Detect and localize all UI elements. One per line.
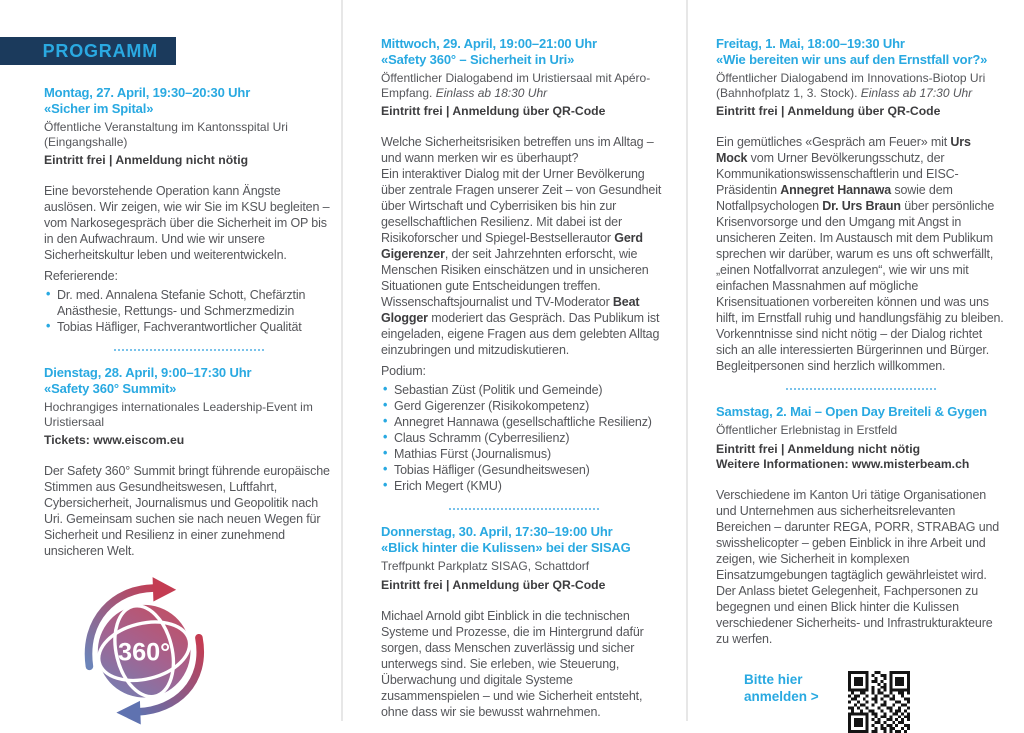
podium-label: Podium:	[381, 364, 426, 378]
column-3	[716, 36, 1005, 733]
page-title	[0, 37, 176, 65]
safety-360-logo	[70, 567, 220, 732]
event-venue: Öffentlicher Dialogabend im Uristiersaal mit Apéro-Empfang. Einlass ab 18:30 Uhr	[381, 71, 651, 100]
tickets-label: Tickets:	[44, 433, 90, 447]
event-date: Samstag, 2. Mai – Open Day Breiteli & Gygen	[716, 404, 987, 419]
podium-item: • Sebastian Züst (Politik und Gemeinde)	[381, 382, 666, 398]
event-entry-info: Eintritt frei | Anmeldung über QR-Code	[716, 104, 941, 118]
qr-code	[848, 671, 910, 733]
speaker-item: • Dr. med. Annalena Stefanie Schott, Chefärztin Anästhesie, Rettungs- und Schmerzmedizin	[44, 287, 333, 319]
speaker-name: Dr. Urs Braun	[822, 199, 901, 213]
dotted-divider	[449, 508, 599, 510]
event-description: Michael Arnold gibt Einblick in die technischen Systeme und Prozesse, die im Hintergrund dafür sorgen, dass Menschen zuverlässig und sicher unterwegs sind. Sie erleben, wie Steuerung, Überwachung und digitale Systeme zusammenspielen – und wie Sicherheit entsteht, ohne dass wir sie bewusst wahrnehmen.	[381, 608, 644, 719]
event-venue: Öffentlicher Dialogabend im Innovations-Biotop Uri (Bahnhofplatz 1, 3. Stock). Einlass ab 17:30 Uhr	[716, 71, 986, 100]
registration-block	[716, 671, 1005, 733]
column-divider	[686, 0, 688, 721]
column-2	[381, 36, 666, 720]
event-freitag	[716, 36, 1005, 374]
event-description: Welche Sicherheitsrisiken betreffen uns im Alltag – und wann merken wir es überhaupt? Ein interaktiver Dialog mit der Urner Bevölkerung über zentrale Fragen unserer Zeit – von Gesundheit über Wirtschaft und Cyberrisiken bis hin zur gesellschaftlichen Resilienz. Mit dabei ist der Risikoforscher und Spiegel-Bestsellerautor Gerd Gigerenzer, der seit Jahrzehnten erforscht, wie Menschen Risiken einschätzen und in unsicheren Situationen gute Entscheidungen treffen. Wissenschaftsjournalist und TV-Moderator Beat Glogger moderiert das Gespräch. Das Publikum ist eingeladen, eigene Fragen aus dem gelebten Alltag einzubringen und mitzudiskutieren.	[381, 135, 662, 357]
event-description: Ein gemütliches «Gespräch am Feuer» mit Urs Mock vom Urner Bevölkerungsschutz, der Kommunikationswissenschaftlerin und EISC-Präsidentin Annegret Hannawa sowie dem Notfallpsychologen Dr. Urs Braun über persönliche Krisenvorsorge und den Umgang mit Angst in unsicheren Zeiten. Im Austausch mit dem Publikum sprechen wir darüber, warum es uns oft schwerfällt, „einen Notfallvorrat anzulegen“, wie wir uns mit einfachen Massnahmen auf mögliche Krisensituationen vorbereiten können und was uns hilft, im Ernstfall ruhig und handlungsfähig zu bleiben. Vorkenntnisse sind nicht nötig – der Dialog richtet sich an alle interessierten Bürgerinnen und Bürger. Begleitpersonen sind herzlich willkommen.	[716, 135, 1004, 373]
podium-item: • Mathias Fürst (Journalismus)	[381, 446, 666, 462]
event-date: Freitag, 1. Mai, 18:00–19:30 Uhr	[716, 36, 905, 51]
event-venue: Treffpunkt Parkplatz SISAG, Schattdorf	[381, 559, 590, 573]
podium-item: • Annegret Hannawa (gesellschaftliche Resilienz)	[381, 414, 666, 430]
podium-item: • Tobias Häfliger (Gesundheitswesen)	[381, 462, 666, 478]
event-date: Montag, 27. April, 19:30–20:30 Uhr	[44, 85, 251, 100]
tickets-link[interactable]: www.eiscom.eu	[93, 433, 185, 447]
podium-list	[381, 382, 666, 494]
podium-item: • Claus Schramm (Cyberresilienz)	[381, 430, 666, 446]
event-date: Donnerstag, 30. April, 17:30–19:00 Uhr	[381, 524, 613, 539]
speakers-list	[44, 287, 333, 335]
speaker-name: Annegret Hannawa	[780, 183, 892, 197]
event-title: «Safety 360° – Sicherheit in Uri»	[381, 52, 575, 67]
column-1	[44, 85, 333, 732]
event-venue: Hochrangiges internationales Leadership-Event im Uristiersaal	[44, 400, 313, 429]
more-info-link[interactable]: www.misterbeam.ch	[851, 456, 970, 471]
event-venue: Öffentlicher Erlebnistag in Erstfeld	[716, 423, 898, 437]
event-title: «Safety 360° Summit»	[44, 381, 177, 396]
more-info-label: Weitere Informationen:	[716, 456, 849, 471]
event-venue: Öffentliche Veranstaltung im Kantonsspital Uri (Eingangshalle)	[44, 120, 288, 149]
speaker-item: • Tobias Häfliger, Fachverantwortlicher Qualität	[44, 319, 333, 335]
page-title-label: PROGRAMM	[42, 41, 158, 61]
column-divider	[341, 0, 343, 721]
speakers-label: Referierende:	[44, 269, 118, 283]
event-description: Verschiedene im Kanton Uri tätige Organisationen und Unternehmen aus sicherheitsrelevanten Bereichen – darunter REGA, PORR, STRABAG und swisshelicopter – geben Einblick in ihre Arbeit und zeigen, wie Sicherheit in komplexen Einsatzumgebungen tagtäglich gewährleistet wird. Der Anlass bietet Gelegenheit, Fachpersonen zu begegnen und einen Blick hinter die Kulissen verschiedener Sicherheits- und Infrastrukturakteure zu werfen.	[716, 487, 1000, 646]
event-donnerstag	[381, 524, 666, 720]
event-description: Eine bevorstehende Operation kann Ängste auslösen. Wir zeigen, wie wir Sie im KSU begleiten – vom Narkosegespräch über die Sicherheit im OP bis in den Aufwachraum. Und wie wir unsere Sicherheitskultur leben und weiterentwickeln.	[44, 184, 330, 262]
speaker-name: Gerd Gigerenzer	[381, 231, 643, 261]
speaker-name: Urs Mock	[716, 135, 971, 165]
event-entry-info: Eintritt frei | Anmeldung nicht nötig	[716, 441, 921, 456]
event-title: «Blick hinter die Kulissen» bei der SISAG	[381, 540, 631, 555]
event-more-info	[716, 457, 1005, 472]
moderator-name: Beat Glogger	[381, 295, 640, 325]
event-date: Dienstag, 28. April, 9:00–17:30 Uhr	[44, 365, 252, 380]
register-cta[interactable]: Bitte hier anmelden >	[744, 671, 819, 704]
event-tickets-info	[44, 433, 333, 448]
podium-item: • Erich Megert (KMU)	[381, 478, 666, 494]
event-dienstag	[44, 365, 333, 559]
globe-360-icon	[70, 567, 220, 727]
event-title: «Sicher im Spital»	[44, 101, 154, 116]
event-entry-info: Eintritt frei | Anmeldung über QR-Code	[381, 577, 606, 592]
event-entry-info: Eintritt frei | Anmeldung nicht nötig	[44, 153, 249, 167]
dotted-divider	[114, 349, 264, 351]
event-description: Der Safety 360° Summit bringt führende europäische Stimmen aus Gesundheitswesen, Luftfahrt, Cybersicherheit, Journalismus und Geopolitik nach Uri. Gemeinsam suchen sie nach neuen Wegen für Sicherheit und Resilienz in einer zunehmend unsicheren Welt.	[44, 464, 330, 558]
dotted-divider	[786, 388, 936, 390]
logo-360-label: 360°	[118, 638, 171, 667]
podium-item: • Gerd Gigerenzer (Risikokompetenz)	[381, 398, 666, 414]
admission-note: Einlass ab 17:30 Uhr	[860, 85, 973, 100]
event-mittwoch	[381, 36, 666, 494]
event-entry-info: Eintritt frei | Anmeldung über QR-Code	[381, 104, 606, 118]
event-samstag	[716, 404, 1005, 647]
event-title: «Wie bereiten wir uns auf den Ernstfall vor?»	[716, 52, 988, 67]
admission-note: Einlass ab 18:30 Uhr	[435, 85, 548, 100]
event-montag	[44, 85, 333, 335]
event-date: Mittwoch, 29. April, 19:00–21:00 Uhr	[381, 36, 597, 51]
